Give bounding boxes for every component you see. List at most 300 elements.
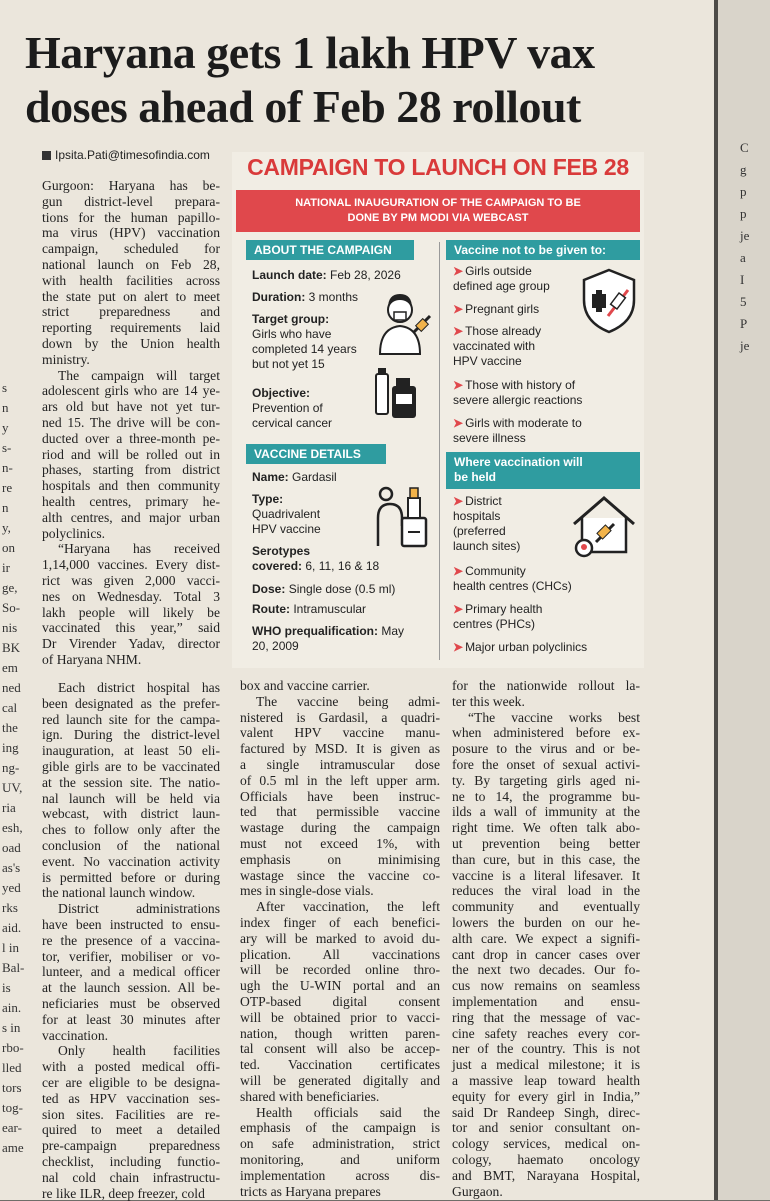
article-line: strict preparedness and <box>42 304 220 320</box>
fragment-text: P <box>740 316 747 332</box>
fragment-text: tors <box>2 1080 22 1096</box>
bullet-line <box>453 494 583 509</box>
article-line: OTP-based digital consent <box>240 994 440 1010</box>
article-column-1-continued <box>42 680 220 1201</box>
vaccine-name-value: Gardasil <box>292 470 337 484</box>
target-line: but not yet 15 <box>252 357 382 372</box>
article-line: mes in single-dose vials. <box>240 883 440 899</box>
arrow-icon: ➤ <box>453 302 463 316</box>
article-line: event. No vaccination activity <box>42 854 220 870</box>
article-line: Each district hospital has <box>42 680 220 696</box>
bullet-text: Community <box>465 564 526 578</box>
inauguration-banner <box>236 190 640 232</box>
bullet-text: health centres (CHCs) <box>453 579 572 593</box>
fragment-text: ng- <box>2 760 19 776</box>
where-held-header <box>446 452 640 489</box>
article-line: plication. All vaccinations <box>240 947 440 963</box>
bullet-text: (preferred <box>453 524 506 538</box>
vaccine-type-line: HPV vaccine <box>252 522 321 537</box>
serotypes-value: 6, 11, 16 & 18 <box>305 559 379 573</box>
article-line: Dr Virender Yadav, director <box>42 636 220 652</box>
article-line: ring that the message of vac- <box>452 1010 640 1026</box>
article-line: The vaccine being admi- <box>240 694 440 710</box>
bullet-item <box>453 416 583 446</box>
fragment-text: tog- <box>2 1100 23 1116</box>
article-line: adolescent girls who are 14 ye- <box>42 383 220 399</box>
fragment-text: oad <box>2 840 21 856</box>
article-line: lunteer, and a medical officer <box>42 964 220 980</box>
article-line: tor and senior consultant on- <box>452 1120 640 1136</box>
fragment-text: y, <box>2 520 11 536</box>
fragment-text: n <box>2 400 9 416</box>
fragment-text: ned <box>2 680 21 696</box>
article-line: fore the onset of sexual activi- <box>452 757 640 773</box>
bullet-line <box>453 431 583 446</box>
article-line: at the launch session. All be- <box>42 980 220 996</box>
bullet-line <box>453 617 583 632</box>
fragment-text: a <box>740 250 746 266</box>
objective-line: cervical cancer <box>252 416 332 431</box>
banner-line-1: NATIONAL INAUGURATION OF THE CAMPAIGN TO BE <box>295 196 581 211</box>
not-given-header: Vaccine not to be given to: <box>446 240 640 260</box>
article-line: ilds a wall of immunity at the <box>452 804 640 820</box>
fragment-text: n- <box>2 460 13 476</box>
bullet-line <box>453 640 583 655</box>
article-column-1 <box>42 178 220 668</box>
article-line: is permitted before or during <box>42 870 220 886</box>
bullet-line <box>453 324 583 339</box>
article-line: ma virus (HPV) vaccination <box>42 225 220 241</box>
objective <box>252 386 332 431</box>
serotypes-label-2: covered: <box>252 559 302 573</box>
article-line: 1,14,000 vaccines. Every dist- <box>42 557 220 573</box>
bullet-item <box>453 302 583 317</box>
article-line: the state put on alert to meet <box>42 289 220 305</box>
bullet-text: hospitals <box>453 509 500 523</box>
article-line: ugh the U-WIN portal and an <box>240 978 440 994</box>
article-line: national launch on Feb 28, <box>42 257 220 273</box>
article-line: have been instructed to ensu- <box>42 917 220 933</box>
article-line: said Dr Randeep Singh, direc- <box>452 1105 640 1121</box>
article-line: for at least 30 minutes after <box>42 1012 220 1028</box>
launch-date <box>252 268 401 283</box>
article-line: conclusion of the national <box>42 838 220 854</box>
article-line: health centres, primary he- <box>42 494 220 510</box>
bullet-text: launch sites) <box>453 539 520 553</box>
fragment-text: y <box>2 420 9 436</box>
article-line: ary will be marked to avoid du- <box>240 931 440 947</box>
where-header-line-2: be held <box>454 470 640 485</box>
article-line: ches to follow only after the <box>42 822 220 838</box>
article-line: re the presence of a vaccina- <box>42 933 220 949</box>
article-line: wastage since the vaccine co- <box>240 868 440 884</box>
article-line: nistered is Gardasil, a quadri- <box>240 710 440 726</box>
bullet-item <box>453 264 583 294</box>
byline <box>42 148 210 162</box>
article-line: cine safety reaches every cor- <box>452 1026 640 1042</box>
article-line: a massive leap toward health <box>452 1073 640 1089</box>
arrow-icon: ➤ <box>453 602 463 616</box>
article-line: pre-campaign preparedness <box>42 1138 220 1154</box>
article-line: webcast, with district laun- <box>42 806 220 822</box>
article-line: gun district-level prepara- <box>42 194 220 210</box>
article-line: the national launch window. <box>42 885 220 901</box>
article-line: of 0.5 ml in the left upper arm. <box>240 773 440 789</box>
launch-date-value: Feb 28, 2026 <box>330 268 401 282</box>
article-line: ign. During the district-level <box>42 727 220 743</box>
article-column-3 <box>452 678 640 1199</box>
article-line: will be recorded online thro- <box>240 962 440 978</box>
bullet-text: Major urban polyclinics <box>465 640 587 654</box>
article-line: nal launch will be held via <box>42 791 220 807</box>
bullet-line <box>453 579 583 594</box>
article-line: equity for every girl in India,” <box>452 1089 640 1105</box>
article-line: hospitals and then community <box>42 478 220 494</box>
girl-vaccination-icon <box>374 284 434 356</box>
article-line: vaccination. <box>42 1028 220 1044</box>
article-line: ne to 14, the programme bu- <box>452 789 640 805</box>
article-line: tricts as Haryana prepares <box>240 1184 440 1200</box>
article-line: factured by MSD. It is given as <box>240 741 440 757</box>
fragment-text: g <box>740 162 747 178</box>
bullet-text: Those already <box>465 324 541 338</box>
article-line: on safe administration, strict <box>240 1136 440 1152</box>
article-line: just a medical milestone; it is <box>452 1057 640 1073</box>
article-line: cus now remains on seamless <box>452 978 640 994</box>
article-line: vaccinated this year,” said <box>42 620 220 636</box>
fragment-text: esh, <box>2 820 23 836</box>
article-line: implementation and ensu- <box>452 994 640 1010</box>
who-value: May <box>381 624 404 638</box>
article-line: tal consent will also be accep- <box>240 1041 440 1057</box>
target-line: completed 14 years <box>252 342 382 357</box>
vaccine-device-icon <box>372 478 438 548</box>
article-line: polyclinics. <box>42 526 220 542</box>
article-line: alth care. We expect a signifi- <box>452 931 640 947</box>
fragment-text: on <box>2 540 15 556</box>
article-line: phases, starting from district <box>42 462 220 478</box>
article-line: cer are eligible to be designa- <box>42 1075 220 1091</box>
fragment-text: aid. <box>2 920 21 936</box>
article-line: valent HPV vaccine manu- <box>240 725 440 741</box>
bullet-line <box>453 354 583 369</box>
fragment-text: ir <box>2 560 10 576</box>
article-line: tor, verifier, mobiliser or vo- <box>42 949 220 965</box>
bullet-line <box>453 302 583 317</box>
bullet-text: Pregnant girls <box>465 302 539 316</box>
fragment-text: ing <box>2 740 19 756</box>
duration-value: 3 months <box>309 290 358 304</box>
vaccine-details-header: VACCINE DETAILS <box>246 444 386 464</box>
column-divider <box>439 242 440 660</box>
article-line: District administrations <box>42 901 220 917</box>
fragment-text: p <box>740 184 747 200</box>
article-line: ted. Vaccination certificates <box>240 1057 440 1073</box>
bullet-text: severe allergic reactions <box>453 393 582 407</box>
article-line: ted that permissible vaccine <box>240 804 440 820</box>
fragment-text: UV, <box>2 780 22 796</box>
arrow-icon: ➤ <box>453 378 463 392</box>
headline <box>25 26 685 134</box>
article-line: must not exceed 1%, with <box>240 836 440 852</box>
bullet-item <box>453 602 583 632</box>
fragment-text: BK <box>2 640 20 656</box>
who-label: WHO prequalification: <box>252 624 378 638</box>
fragment-text: the <box>2 720 18 736</box>
fragment-text: je <box>740 338 749 354</box>
duration-label: Duration: <box>252 290 305 304</box>
bullet-text: centres (PHCs) <box>453 617 535 631</box>
fragment-text: is <box>2 980 11 996</box>
headline-line-1: Haryana gets 1 lakh HPV vax <box>25 26 685 80</box>
serotypes-label: Serotypes <box>252 544 310 558</box>
mail-icon <box>42 151 51 160</box>
fragment-text: nis <box>2 620 17 636</box>
article-line: cology services, medical on- <box>452 1136 640 1152</box>
article-line: than cure, but in this case, the <box>452 852 640 868</box>
article-line: Only health facilities <box>42 1043 220 1059</box>
bullet-line <box>453 524 583 539</box>
bullet-line <box>453 564 583 579</box>
bullet-text: Girls with moderate to <box>465 416 582 430</box>
who-prequalification <box>252 624 432 654</box>
fragment-text: cal <box>2 700 17 716</box>
fragment-text: Bal- <box>2 960 24 976</box>
dose-label: Dose: <box>252 582 285 596</box>
article-column-2 <box>240 678 440 1199</box>
article-line: and BMT, Narayana Hospital, <box>452 1168 640 1184</box>
article-line: down by the Union health <box>42 336 220 352</box>
article-line: campaign, scheduled for <box>42 241 220 257</box>
fragment-text: n <box>2 500 9 516</box>
article-line: vaccine is a literal lifesaver. It <box>452 868 640 884</box>
article-line: emphasis on minimising <box>240 852 440 868</box>
article-line: inauguration, at least 50 eli- <box>42 743 220 759</box>
left-page-fragment <box>0 160 24 1200</box>
fragment-text: rks <box>2 900 18 916</box>
article-line: checklist, including functio- <box>42 1154 220 1170</box>
fragment-text: s- <box>2 440 11 456</box>
target-group <box>252 312 382 372</box>
article-line: ut prevention being better <box>452 836 640 852</box>
arrow-icon: ➤ <box>453 494 463 508</box>
article-line: nal cold chain infrastructu- <box>42 1170 220 1186</box>
infobox-title: CAMPAIGN TO LAUNCH ON FEB 28 <box>236 154 640 181</box>
article-line: posure to the virus and or be- <box>452 741 640 757</box>
article-line: Officials have been instruc- <box>240 789 440 805</box>
bullet-item <box>453 564 583 594</box>
article-line: gible girls are to be vaccinated <box>42 759 220 775</box>
vaccine-name-label: Name: <box>252 470 289 484</box>
article-line: Gurgaon. <box>452 1184 640 1200</box>
article-line: monitoring, and uniform <box>240 1152 440 1168</box>
article-line: ted as HPV vaccination ses- <box>42 1091 220 1107</box>
launch-date-label: Launch date: <box>252 268 327 282</box>
article-line: community and eventually <box>452 899 640 915</box>
vaccine-vial-icon <box>372 364 426 422</box>
bullet-line <box>453 509 583 524</box>
fragment-text: C <box>740 140 749 156</box>
article-line: After vaccination, the left <box>240 899 440 915</box>
fragment-text: s <box>2 380 7 396</box>
objective-label: Objective: <box>252 386 310 400</box>
fragment-text: je <box>740 228 749 244</box>
bullet-item <box>453 494 583 554</box>
article-line: ty. By targeting girls aged ni- <box>452 773 640 789</box>
article-line: with health facilities across <box>42 273 220 289</box>
article-line: neficiaries must be observed <box>42 996 220 1012</box>
bullet-line <box>453 339 583 354</box>
article-line: The campaign will target <box>42 368 220 384</box>
headline-line-2: doses ahead of Feb 28 rollout <box>25 80 685 134</box>
bullet-line <box>453 539 583 554</box>
bullet-text: HPV vaccine <box>453 354 522 368</box>
article-line: lowers the burden on our he- <box>452 915 640 931</box>
fragment-text: s in <box>2 1020 20 1036</box>
article-line: riod and will be rolled out in <box>42 447 220 463</box>
article-line: box and vaccine carrier. <box>240 678 440 694</box>
bullet-text: District <box>465 494 502 508</box>
article-line: rict was given 2,000 vacci- <box>42 573 220 589</box>
bullet-line <box>453 393 583 408</box>
route-value: Intramuscular <box>293 602 366 616</box>
arrow-icon: ➤ <box>453 324 463 338</box>
fragment-text: p <box>740 206 747 222</box>
article-line: with a posted medical offi- <box>42 1059 220 1075</box>
article-line: a single intramuscular dose <box>240 757 440 773</box>
fragment-text: ain. <box>2 1000 21 1016</box>
article-line: tions for the human papillo- <box>42 210 220 226</box>
article-line: will be generated digitally and <box>240 1073 440 1089</box>
target-group-label: Target group: <box>252 312 329 326</box>
bullet-line <box>453 378 583 393</box>
article-line: cant drop in cancer cases over <box>452 947 640 963</box>
arrow-icon: ➤ <box>453 416 463 430</box>
article-line: ars old but have not yet tur- <box>42 399 220 415</box>
adjacent-page <box>718 0 770 1200</box>
article-line: index finger of each benefici- <box>240 915 440 931</box>
article-line: wastage during the campaign <box>240 820 440 836</box>
article-line: emphasis of the campaign is <box>240 1120 440 1136</box>
fragment-text: ear- <box>2 1120 22 1136</box>
article-line: re like ILR, deep freezer, cold <box>42 1186 220 1201</box>
article-line: the next two decades. Our fo- <box>452 962 640 978</box>
hospital-house-icon <box>568 490 640 562</box>
article-line: will be obtained prior to vacci- <box>240 1010 440 1026</box>
fragment-text: ria <box>2 800 16 816</box>
dose <box>252 582 395 597</box>
bullet-text: Those with history of <box>465 378 575 392</box>
fragment-text: ame <box>2 1140 24 1156</box>
fragment-text: l in <box>2 940 19 956</box>
vaccine-type-line: Quadrivalent <box>252 507 321 522</box>
bullet-text: severe illness <box>453 431 526 445</box>
article-line: nation, though written paren- <box>240 1026 440 1042</box>
route-label: Route: <box>252 602 290 616</box>
serotypes <box>252 544 379 574</box>
article-line: ducted over a three-month pe- <box>42 431 220 447</box>
vaccine-type <box>252 492 321 537</box>
bullet-line <box>453 602 583 617</box>
route <box>252 602 366 617</box>
article-line: nes on Wednesday. Total 3 <box>42 589 220 605</box>
fragment-text: I <box>740 272 744 288</box>
article-line: lakh people will likely be <box>42 605 220 621</box>
article-line: Health officials said the <box>240 1105 440 1121</box>
bullet-text: defined age group <box>453 279 550 293</box>
objective-line: Prevention of <box>252 401 332 416</box>
bullet-text: vaccinated with <box>453 339 535 353</box>
fragment-text: em <box>2 660 18 676</box>
fragment-text: So- <box>2 600 20 616</box>
article-line: ter this week. <box>452 694 640 710</box>
banner-line-2: DONE BY PM MODI VIA WEBCAST <box>295 211 581 226</box>
article-line: ministry. <box>42 352 220 368</box>
article-line: Gurgoon: Haryana has be- <box>42 178 220 194</box>
target-line: Girls who have <box>252 327 382 342</box>
fragment-text: lled <box>2 1060 22 1076</box>
vaccine-name <box>252 470 337 485</box>
byline-email: Ipsita.Pati@timesofindia.com <box>55 148 210 162</box>
article-line: of Haryana NHM. <box>42 652 220 668</box>
bullet-line <box>453 279 583 294</box>
bullet-line <box>453 416 583 431</box>
article-line: shared with beneficiaries. <box>240 1089 440 1105</box>
bullet-text: Girls outside <box>465 264 532 278</box>
fragment-text: rbo- <box>2 1040 24 1056</box>
article-line: cology, haemato oncology <box>452 1152 640 1168</box>
article-line: ner of the country. This is not <box>452 1041 640 1057</box>
article-line: sion sites. Facilities are re- <box>42 1107 220 1123</box>
article-line: reduces the viral load in the <box>452 883 640 899</box>
fragment-text: yed <box>2 880 21 896</box>
article-line: ned 15. The drive will be con- <box>42 415 220 431</box>
no-vaccine-shield-icon <box>580 268 638 334</box>
article-line: “The vaccine works best <box>452 710 640 726</box>
dose-value: Single dose (0.5 ml) <box>289 582 396 596</box>
fragment-text: 5 <box>740 294 747 310</box>
article-line: reporting requirements laid <box>42 320 220 336</box>
article-line: quired to meet a detailed <box>42 1122 220 1138</box>
article-line: red launch site for the campa- <box>42 712 220 728</box>
infobox <box>232 152 644 668</box>
article-line: been designated as the prefer- <box>42 696 220 712</box>
bullet-item <box>453 324 583 369</box>
bullet-text: Primary health <box>465 602 542 616</box>
article-line: at the session site. The natio- <box>42 775 220 791</box>
arrow-icon: ➤ <box>453 264 463 278</box>
arrow-icon: ➤ <box>453 564 463 578</box>
article-line: when administered before ex- <box>452 725 640 741</box>
article-line: right time. We often talk abo- <box>452 820 640 836</box>
article-line: for the nationwide rollout la- <box>452 678 640 694</box>
article-line: alth centres, and major urban <box>42 510 220 526</box>
article-line: “Haryana has received <box>42 541 220 557</box>
fragment-text: re <box>2 480 12 496</box>
bullet-line <box>453 264 583 279</box>
article-line: implementation across dis- <box>240 1168 440 1184</box>
bullet-item <box>453 378 583 408</box>
fragment-text: ge, <box>2 580 18 596</box>
fragment-text: as's <box>2 860 20 876</box>
arrow-icon: ➤ <box>453 640 463 654</box>
where-header-line-1: Where vaccination will <box>454 455 640 470</box>
about-campaign-header: ABOUT THE CAMPAIGN <box>246 240 414 260</box>
duration <box>252 290 358 305</box>
who-value-2: 20, 2009 <box>252 639 299 653</box>
vaccine-type-label: Type: <box>252 492 283 506</box>
bullet-item <box>453 640 583 655</box>
